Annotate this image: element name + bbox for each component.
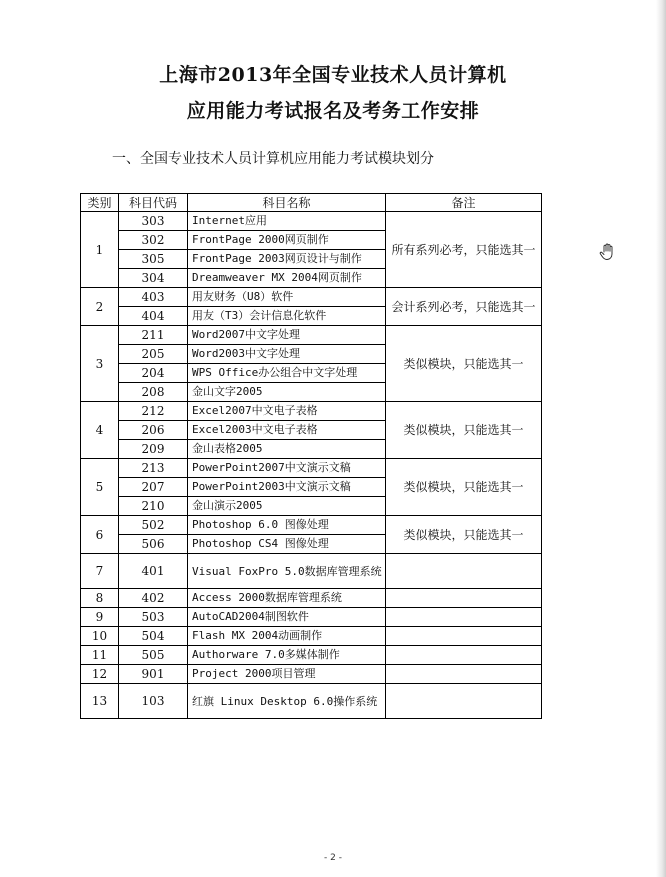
code-cell: 212 bbox=[119, 402, 188, 421]
section-heading: 一、全国专业技术人员计算机应用能力考试模块划分 bbox=[112, 151, 434, 167]
category-cell: 13 bbox=[81, 684, 119, 719]
code-cell: 302 bbox=[119, 231, 188, 250]
subject-name-cell: Flash MX 2004动画制作 bbox=[188, 627, 386, 646]
subject-name-cell: FrontPage 2000网页制作 bbox=[188, 231, 386, 250]
table-row bbox=[81, 608, 542, 627]
document-title-line2: 应用能力考试报名及考务工作安排 bbox=[186, 100, 480, 122]
note-cell bbox=[386, 627, 542, 646]
subject-name-cell: Excel2003中文电子表格 bbox=[188, 421, 386, 440]
code-cell: 210 bbox=[119, 497, 188, 516]
table-row bbox=[81, 402, 542, 421]
category-cell: 7 bbox=[81, 554, 119, 589]
subject-name-cell: Project 2000项目管理 bbox=[188, 665, 386, 684]
table-row bbox=[81, 459, 542, 478]
header-note: 备注 bbox=[386, 194, 542, 212]
note-cell: 所有系列必考，只能选其一 bbox=[386, 212, 542, 288]
note-cell bbox=[386, 646, 542, 665]
subject-name-cell: Word2007中文字处理 bbox=[188, 326, 386, 345]
page-number: - 2 - bbox=[324, 853, 342, 863]
header-name: 科目名称 bbox=[188, 194, 386, 212]
table-header-row bbox=[81, 194, 542, 212]
code-cell: 206 bbox=[119, 421, 188, 440]
category-cell: 10 bbox=[81, 627, 119, 646]
note-cell bbox=[386, 665, 542, 684]
subject-name-cell: 用友财务（U8）软件 bbox=[188, 288, 386, 307]
subject-name-cell: Authorware 7.0多媒体制作 bbox=[188, 646, 386, 665]
subject-name-cell: Visual FoxPro 5.0数据库管理系统 bbox=[188, 554, 386, 589]
hand-pointer-icon bbox=[598, 243, 616, 261]
category-cell: 6 bbox=[81, 516, 119, 554]
subject-name-cell: PowerPoint2003中文演示文稿 bbox=[188, 478, 386, 497]
code-cell: 403 bbox=[119, 288, 188, 307]
table-row bbox=[81, 646, 542, 665]
code-cell: 401 bbox=[119, 554, 188, 589]
note-cell bbox=[386, 589, 542, 608]
code-cell: 404 bbox=[119, 307, 188, 326]
subject-name-cell: AutoCAD2004制图软件 bbox=[188, 608, 386, 627]
table-row bbox=[81, 589, 542, 608]
category-cell: 3 bbox=[81, 326, 119, 402]
subject-name-cell: Dreamweaver MX 2004网页制作 bbox=[188, 269, 386, 288]
code-cell: 506 bbox=[119, 535, 188, 554]
header-code: 科目代码 bbox=[119, 194, 188, 212]
module-table bbox=[80, 193, 542, 719]
subject-name-cell: 用友（T3）会计信息化软件 bbox=[188, 307, 386, 326]
table-row bbox=[81, 326, 542, 345]
category-cell: 9 bbox=[81, 608, 119, 627]
code-cell: 211 bbox=[119, 326, 188, 345]
category-cell: 4 bbox=[81, 402, 119, 459]
note-cell bbox=[386, 608, 542, 627]
table-row bbox=[81, 684, 542, 719]
subject-name-cell: Access 2000数据库管理系统 bbox=[188, 589, 386, 608]
table-row bbox=[81, 665, 542, 684]
category-cell: 2 bbox=[81, 288, 119, 326]
code-cell: 402 bbox=[119, 589, 188, 608]
table-row bbox=[81, 212, 542, 231]
code-cell: 505 bbox=[119, 646, 188, 665]
code-cell: 208 bbox=[119, 383, 188, 402]
note-cell: 类似模块，只能选其一 bbox=[386, 326, 542, 402]
code-cell: 213 bbox=[119, 459, 188, 478]
note-cell bbox=[386, 684, 542, 719]
page-edge-shadow bbox=[656, 0, 666, 877]
code-cell: 303 bbox=[119, 212, 188, 231]
code-cell: 207 bbox=[119, 478, 188, 497]
subject-name-cell: Word2003中文字处理 bbox=[188, 345, 386, 364]
subject-name-cell: 红旗 Linux Desktop 6.0操作系统 bbox=[188, 684, 386, 719]
table-row bbox=[81, 627, 542, 646]
category-cell: 8 bbox=[81, 589, 119, 608]
table-row bbox=[81, 516, 542, 535]
code-cell: 504 bbox=[119, 627, 188, 646]
code-cell: 503 bbox=[119, 608, 188, 627]
code-cell: 205 bbox=[119, 345, 188, 364]
subject-name-cell: 金山表格2005 bbox=[188, 440, 386, 459]
subject-name-cell: PowerPoint2007中文演示文稿 bbox=[188, 459, 386, 478]
document-title-line1: 上海市2013年全国专业技术人员计算机 bbox=[159, 64, 507, 86]
code-cell: 209 bbox=[119, 440, 188, 459]
note-cell: 类似模块，只能选其一 bbox=[386, 402, 542, 459]
note-cell: 类似模块，只能选其一 bbox=[386, 459, 542, 516]
code-cell: 502 bbox=[119, 516, 188, 535]
subject-name-cell: Photoshop 6.0 图像处理 bbox=[188, 516, 386, 535]
note-cell: 类似模块，只能选其一 bbox=[386, 516, 542, 554]
table-row bbox=[81, 288, 542, 307]
code-cell: 305 bbox=[119, 250, 188, 269]
category-cell: 12 bbox=[81, 665, 119, 684]
note-cell: 会计系列必考，只能选其一 bbox=[386, 288, 542, 326]
subject-name-cell: 金山演示2005 bbox=[188, 497, 386, 516]
code-cell: 204 bbox=[119, 364, 188, 383]
subject-name-cell: FrontPage 2003网页设计与制作 bbox=[188, 250, 386, 269]
category-cell: 5 bbox=[81, 459, 119, 516]
header-category: 类别 bbox=[81, 194, 119, 212]
code-cell: 103 bbox=[119, 684, 188, 719]
subject-name-cell: 金山文字2005 bbox=[188, 383, 386, 402]
subject-name-cell: Photoshop CS4 图像处理 bbox=[188, 535, 386, 554]
note-cell bbox=[386, 554, 542, 589]
table-row bbox=[81, 554, 542, 589]
code-cell: 901 bbox=[119, 665, 188, 684]
subject-name-cell: Internet应用 bbox=[188, 212, 386, 231]
code-cell: 304 bbox=[119, 269, 188, 288]
category-cell: 1 bbox=[81, 212, 119, 288]
category-cell: 11 bbox=[81, 646, 119, 665]
subject-name-cell: Excel2007中文电子表格 bbox=[188, 402, 386, 421]
table-body bbox=[81, 212, 542, 719]
subject-name-cell: WPS Office办公组合中文字处理 bbox=[188, 364, 386, 383]
